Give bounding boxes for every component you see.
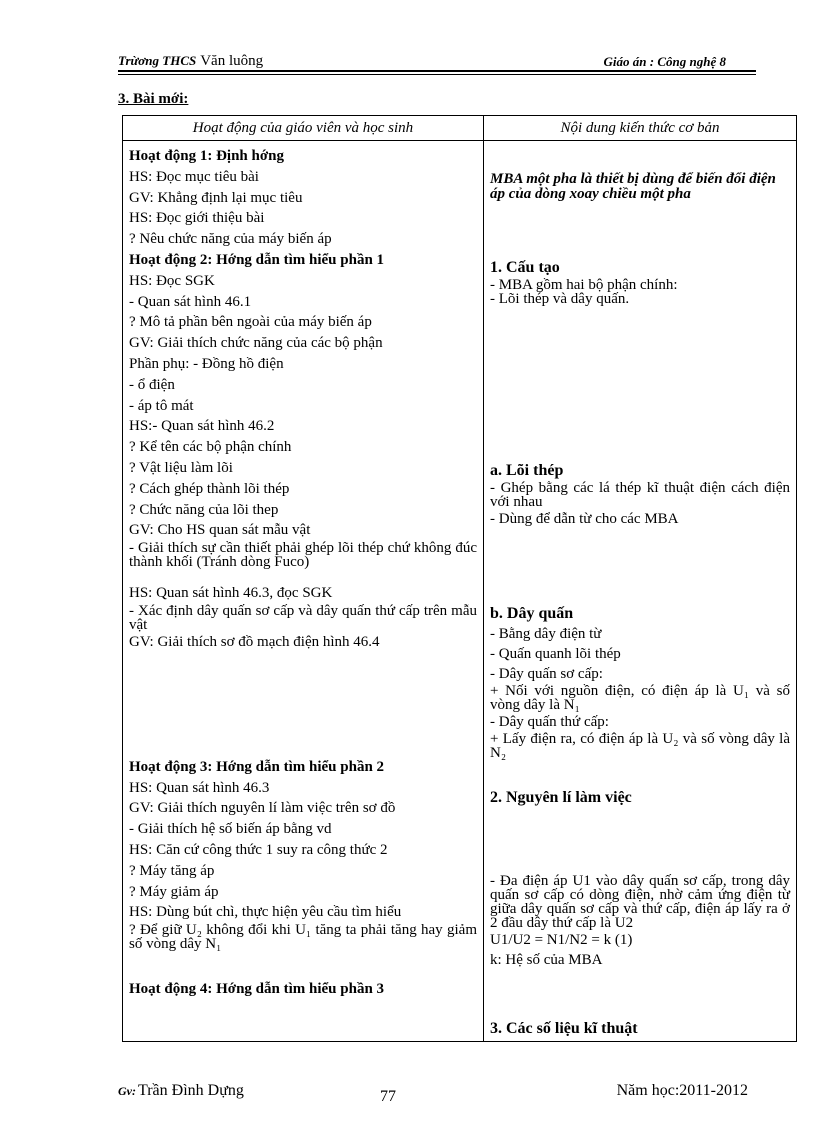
- section-heading: b. Dây quấn: [490, 605, 574, 622]
- lesson-table: [122, 115, 797, 1042]
- content-line: - MBA gồm hai bộ phận chính:: [490, 277, 678, 293]
- school-year: Năm học:2011-2012: [616, 1082, 748, 1099]
- list-item: - Giải thích hệ số biến áp bằng vd: [129, 821, 332, 838]
- page-footer: [118, 1078, 758, 1108]
- list-item: HS: Đọc mục tiêu bài: [129, 168, 259, 185]
- section-heading: 1. Cấu tạo: [490, 259, 560, 276]
- content-line: - Dây quấn thứ cấp:: [490, 714, 609, 730]
- content-line: + Nối với nguồn điện, có điện áp là U₁ và số vòng dây là N₁: [490, 683, 790, 713]
- list-item: Phần phụ: - Đồng hồ điện: [129, 355, 284, 372]
- content-line: - Bằng dây điện từ: [490, 626, 602, 642]
- content-line: + Lấy điện ra, có điện áp là U₂ và số vòng dây là N₂: [490, 731, 790, 761]
- header-rule-thin: [118, 74, 756, 75]
- list-item: ? Để giữ U₂ không đổi khi U₁ tăng ta phải tăng hay giảm số vòng dây N₁: [129, 922, 477, 953]
- section-title: 3. Bài mới:: [118, 91, 189, 107]
- content-line: k: Hệ số của MBA: [490, 952, 603, 968]
- content-core: [490, 461, 790, 529]
- list-item: GV: Giải thích nguyên lí làm việc trên sơ đồ: [129, 800, 396, 817]
- content-principle-body: [490, 874, 790, 970]
- list-item: - áp tô mát: [129, 397, 194, 414]
- list-item: HS: Quan sát hình 46.3, đọc SGK: [129, 585, 333, 602]
- content-line: - Dây quấn sơ cấp:: [490, 666, 603, 682]
- spacer: [129, 653, 477, 757]
- list-item: HS: Đọc giới thiệu bài: [129, 210, 265, 227]
- header-school: Trừơng THCS Văn luông: [118, 53, 264, 69]
- activity-heading: Hoạt động 4: Hớng dẫn tìm hiểu phần 3: [129, 981, 385, 998]
- content-principle: [490, 788, 790, 808]
- list-item: - ổ điện: [129, 376, 175, 393]
- page-number: 77: [380, 1088, 396, 1105]
- content-winding: [490, 604, 790, 760]
- list-item: ? Chức năng của lõi thep: [129, 501, 279, 518]
- content-paragraph: - Đa điện áp U1 vào dây quấn sơ cấp, trong dây quấn sơ cấp có dòng điện, nhờ cảm ứng điện từ giữa dây quấn sơ cấp và thứ cấp, điện áp lấy ra ở 2 đầu dây thứ cấp là U2: [490, 873, 790, 931]
- header-rule: [118, 70, 756, 72]
- section-heading: a. Lõi thép: [490, 462, 564, 479]
- activities-column: [129, 146, 477, 1000]
- list-item: ? Máy giảm áp: [129, 883, 219, 900]
- activity-heading: Hoạt động 2: Hớng dẫn tìm hiểu phần 1: [129, 251, 385, 268]
- list-item: GV: Cho HS quan sát mẫu vật: [129, 522, 311, 539]
- list-item: HS: Đọc SGK: [129, 272, 215, 289]
- list-item: ? Mô tả phần bên ngoài của máy biến áp: [129, 314, 372, 331]
- section-heading: 3. Các số liệu kĩ thuật: [490, 1020, 638, 1037]
- footer-teacher: Gv: Trần Đình Dựng: [118, 1082, 244, 1099]
- activity-heading: Hoạt động 1: Định hớng: [129, 148, 285, 164]
- list-item: - Giải thích sự cần thiết phải ghép lõi thép chứ không đúc thành khối (Tránh dòng Fuco): [129, 540, 477, 571]
- content-intro: [490, 172, 790, 202]
- list-item: HS: Căn cứ công thức 1 suy ra công thức 2: [129, 841, 388, 858]
- content-line: - Lõi thép và dây quấn.: [490, 291, 630, 307]
- list-item: HS: Dùng bút chì, thực hiện yêu cầu tìm hiểu: [129, 904, 402, 921]
- content-line: - Quấn quanh lõi thép: [490, 646, 621, 662]
- content-line: - Ghép bằng các lá thép kĩ thuật điện cách điện với nhau: [490, 480, 790, 510]
- list-item: GV: Khẳng định lại mục tiêu: [129, 189, 303, 206]
- list-item: ? Vật liệu làm lõi: [129, 459, 233, 476]
- list-item: HS:- Quan sát hình 46.2: [129, 418, 275, 435]
- content-structure: [490, 258, 790, 306]
- list-item: HS: Quan sát hình 46.3: [129, 779, 270, 796]
- list-item: - Quan sát hình 46.1: [129, 293, 252, 310]
- list-item: GV: Giải thích chức năng của các bộ phận: [129, 335, 383, 352]
- header-subject: Giáo án : Công nghệ 8: [603, 54, 726, 69]
- content-specs: [490, 1019, 790, 1039]
- col1-header: Hoạt động của giáo viên và học sinh: [123, 116, 484, 141]
- list-item: - Xác định dây quấn sơ cấp và dây quấn thứ cấp trên mẫu vật: [129, 602, 477, 633]
- page-header: [118, 50, 756, 72]
- list-item: GV: Giải thích sơ đồ mạch điện hình 46.4: [129, 633, 380, 650]
- list-item: ? Kể tên các bộ phận chính: [129, 439, 292, 456]
- spacer: [129, 951, 477, 979]
- formula: U1/U2 = N1/N2 = k (1): [490, 932, 633, 948]
- section-heading: 2. Nguyên lí làm việc: [490, 789, 632, 806]
- list-item: ? Nêu chức năng của máy biến áp: [129, 231, 332, 248]
- list-item: ? Cách ghép thành lõi thép: [129, 480, 290, 497]
- col2-header: Nội dung kiến thức cơ bản: [484, 116, 796, 141]
- column-divider: [483, 140, 484, 1041]
- list-item: ? Máy tăng áp: [129, 862, 215, 879]
- content-line: - Dùng để dẫn từ cho các MBA: [490, 511, 679, 527]
- definition-text: MBA một pha là thiết bị dùng để biến đổi điện áp của dòng xoay chiều một pha: [490, 171, 776, 202]
- activity-heading: Hoạt động 3: Hớng dẫn tìm hiểu phần 2: [129, 758, 385, 775]
